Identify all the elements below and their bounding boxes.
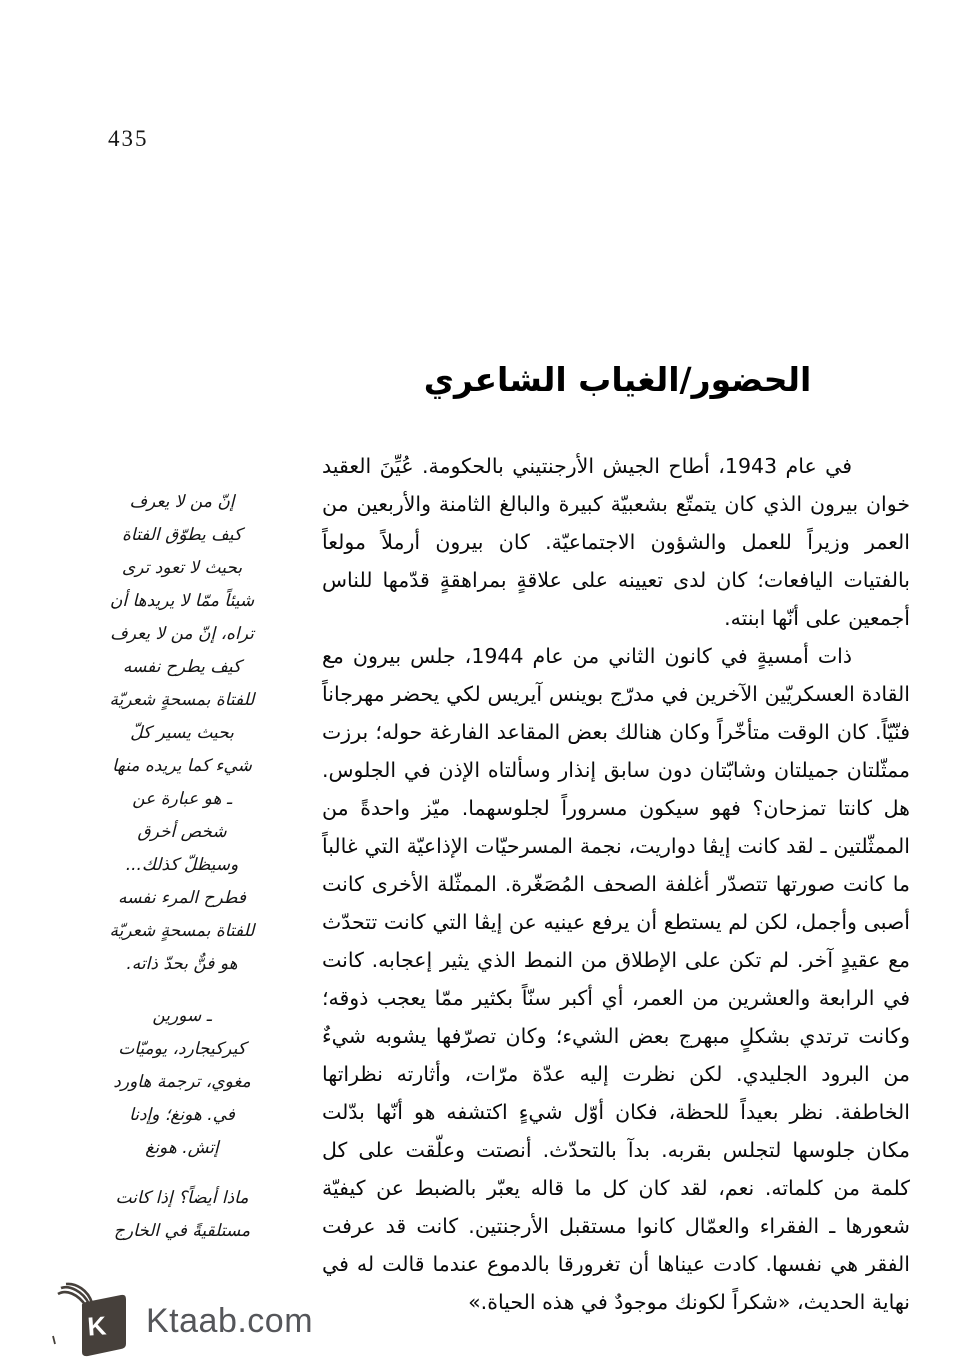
margin-quote-line: إنّ من لا يعرف	[129, 492, 235, 512]
logo-letter-k: K	[86, 1310, 108, 1342]
continuation-line: ماذا أيضاً؟ إذا كانت	[115, 1188, 249, 1208]
margin-quote-attribution	[92, 1000, 272, 1165]
margin-quote-line: هو فنٌّ بحدّ ذاته.	[126, 954, 238, 974]
margin-continuation-note	[92, 1182, 272, 1248]
body-paragraph-1: في عام 1943، أطاح الجيش الأرجنتيني بالحكومة. عُيِّنَ العقيد خوان بيرون الذي كان يتمتّع بشعبيّة كبيرة والبالغ الثامنة والأربعين من العمر وزيراً للعمل والشؤون الاجتماعيّة. كان بيرون أرملاً مولعاً بالفتيات اليافعات؛ كان لدى تعيينه على علاقةٍ بمراهقةٍ قدّمها للناس أجمعين على أنّها ابنته.	[322, 454, 910, 630]
margin-quote-line: للفتاة بمسحةٍ شعريّة	[109, 921, 255, 941]
attribution-line: في. هونغ؛ وإدنا	[129, 1105, 235, 1125]
attribution-line: إتش. هونغ	[145, 1138, 219, 1158]
margin-quote-line: فطرح المرء نفسه	[118, 888, 246, 908]
margin-quote-line: بحيث لا تعود ترى	[121, 558, 243, 578]
book-icon	[52, 1282, 132, 1360]
body-text	[322, 447, 910, 1321]
margin-quote-line: شخص أخرق	[137, 822, 227, 842]
margin-quote	[92, 486, 272, 981]
margin-quote-line: شيئاً ممّا لا يريدها أن	[109, 591, 255, 611]
logo-text: Ktaab.com	[146, 1301, 314, 1340]
margin-quote-line: وسيظلّ كذلك...	[125, 855, 239, 875]
attribution-line: ـ سورين	[152, 1006, 212, 1026]
attribution-line: مغوي، ترجمة هاورد	[113, 1072, 251, 1092]
body-paragraph-2: ذات أمسيةٍ في كانون الثاني من عام 1944، جلس بيرون مع القادة العسكريّين الآخرين في مدرّج بوينس آيريس لكي يحضر مهرجاناً فنّيّاً. كان الوقت متأخّراً وكان هنالك بعض المقاعد الفارغة حوله؛ برزت ممثّلتان جميلتان وشابّتان دون سابق إنذار وسألتاه الإذن في الجلوس. هل كانتا تمزحان؟ فهو سيكون مسروراً لجلوسهما. ميّز واحدةً من الممثّلتين ـ لقد كانت إيڤا دواريت، نجمة المسرحيّات الإذاعيّة التي غالباً ما كانت صورتها تتصدّر أغلفة الصحف المُصَغّرة. الممثّلة الأخرى كانت أصبى وأجمل، لكن لم يستطع أن يرفع عينيه عن إيڤا التي كانت تتحدّث مع عقيدٍ آخر. لم تكن على الإطلاق من النمط الذي يثير إعجابه. كانت في الرابعة والعشرين من العمر، أي أكبر سنّاً بكثير ممّا يعجب ذوقه؛ وكانت ترتدي بشكلٍ مبهرج بعض الشيء؛ وكان تصرّفها يشوبه شيءٌ من البرود الجليدي. لكن نظرت إليه عدّة مرّات، وأثارته نظراتها الخاطفة. نظر بعيداً للحظة، فكان أوّل شيءٍ اكتشفه هو أنّها بدّلت مكان جلوسها لتجلس بقربه. بدآ بالتحدّث. أنصتت وعلّقت على كل كلمة من كلماته. نعم، لقد كان كل ما قاله يعبّر بالضبط عن كيفيّة شعورها ـ الفقراء والعمّال كانوا مستقبل الأرجنتين. كانت قد عرفت الفقر هي نفسها. كادت عيناها أن تغرورقا بالدموع عندما قالت له في نهاية الحديث، «شكراً لكونك موجودٌ في هذه الحياة.»	[322, 644, 910, 1314]
margin-quote-line: للفتاة بمسحةٍ شعريّة	[109, 690, 255, 710]
margin-notes	[92, 486, 272, 1248]
continuation-line: مستلقيةً في الخارج	[113, 1221, 251, 1241]
margin-quote-line: كيف يطوّق الفتاة	[122, 525, 242, 545]
margin-quote-line: شيء كما يريده منها	[112, 756, 252, 776]
ktaab-logo	[52, 1282, 313, 1360]
margin-quote-line: ـ هو عبارة عن	[132, 789, 232, 809]
chapter-title: الحضور/الغياب الشاعري	[423, 360, 812, 400]
margin-quote-line: كيف يطرح نفسه	[122, 657, 242, 677]
attribution-line: كيركيجارد، يوميّات	[118, 1039, 246, 1059]
page-number: 435	[108, 126, 149, 151]
margin-quote-line: تراه، إنّ من لا يعرف	[110, 624, 254, 644]
margin-quote-line: بحيث يسير كلّ	[130, 723, 234, 743]
